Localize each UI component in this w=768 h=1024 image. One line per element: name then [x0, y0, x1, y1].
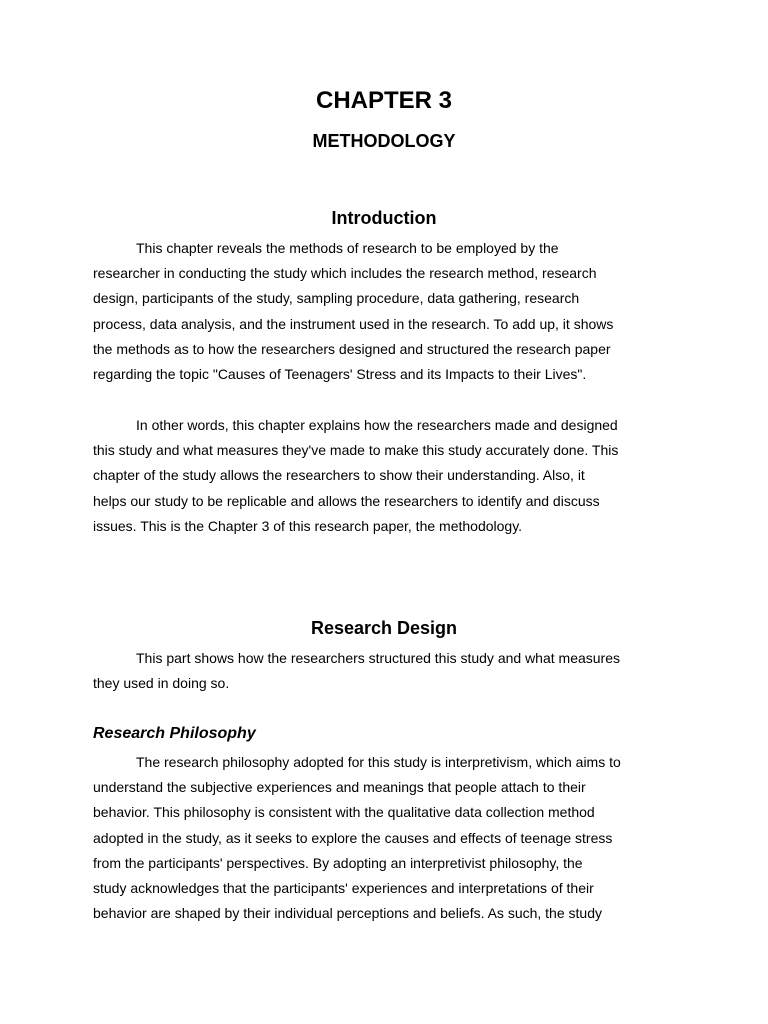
- text-line: regarding the topic "Causes of Teenagers' Stress and its Impacts to their Lives".: [93, 366, 587, 383]
- research-design-paragraph: [93, 646, 679, 696]
- chapter-title: CHAPTER 3: [315, 87, 453, 114]
- text-line: from the participants' perspectives. By adopting an interpretivist philosophy, the: [93, 854, 583, 871]
- introduction-heading: Introduction: [331, 208, 437, 228]
- text-line: process, data analysis, and the instrument used in the research. To add up, it shows: [93, 315, 614, 332]
- text-line: design, participants of the study, sampling procedure, data gathering, research: [93, 290, 580, 307]
- text-line: helps our study to be replicable and allows the researchers to identify and discuss: [93, 492, 600, 509]
- text-line: behavior. This philosophy is consistent with the qualitative data collection method: [93, 804, 595, 821]
- text-line: This chapter reveals the methods of research to be employed by the: [136, 240, 559, 256]
- text-line: adopted in the study, as it seeks to explore the causes and effects of teenage stress: [93, 829, 613, 846]
- text-line: the methods as to how the researchers designed and structured the research paper: [93, 340, 611, 357]
- text-line: chapter of the study allows the researchers to show their understanding. Also, it: [93, 467, 585, 484]
- text-line: this study and what measures they've made to make this study accurately done. This: [93, 442, 619, 459]
- text-line: This part shows how the researchers structured this study and what measures: [136, 650, 620, 666]
- text-line: The research philosophy adopted for this study is interpretivism, which aims to: [136, 754, 621, 770]
- text-line: researcher in conducting the study which includes the research method, research: [93, 265, 597, 282]
- research-philosophy-paragraph: [93, 750, 679, 926]
- text-line: understand the subjective experiences and meanings that people attach to their: [93, 779, 586, 796]
- chapter-subtitle: METHODOLOGY: [312, 131, 456, 151]
- text-line: they used in doing so.: [93, 675, 230, 692]
- text-line: study acknowledges that the participants' experiences and interpretations of their: [93, 880, 594, 897]
- research-philosophy-heading: Research Philosophy: [93, 725, 256, 742]
- research-design-heading: Research Design: [310, 618, 458, 638]
- text-line: In other words, this chapter explains how the researchers made and designed: [136, 417, 618, 433]
- text-line: issues. This is the Chapter 3 of this research paper, the methodology.: [93, 517, 523, 534]
- introduction-paragraph-1: [93, 236, 679, 387]
- introduction-paragraph-2: [93, 413, 679, 539]
- text-line: behavior are shaped by their individual perceptions and beliefs. As such, the study: [93, 905, 602, 922]
